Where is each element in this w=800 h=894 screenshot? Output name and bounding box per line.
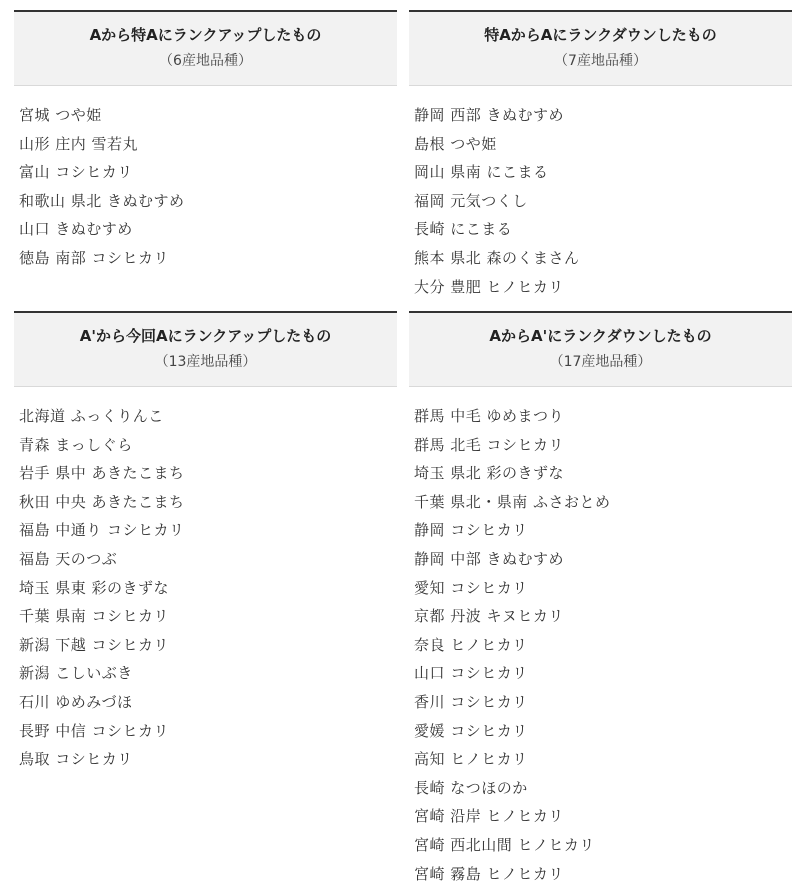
- list-item: 京都 丹波 キヌヒカリ: [414, 607, 564, 626]
- list-item: 長崎 なつほのか: [414, 778, 528, 797]
- list-item: 愛媛 コシヒカリ: [414, 721, 528, 740]
- list-item: 千葉 県南 コシヒカリ: [19, 607, 170, 626]
- list-item: 高知 ヒノヒカリ: [414, 750, 528, 769]
- list-item: 山形 庄内 雪若丸: [19, 134, 139, 153]
- panel-subtitle: （13産地品種）: [154, 354, 257, 370]
- panel-subtitle: （17産地品種）: [549, 354, 652, 370]
- list-item: 福島 中通り コシヒカリ: [19, 521, 185, 540]
- list-item: 福島 天のつぶ: [19, 549, 118, 568]
- list-item: 富山 コシヒカリ: [19, 163, 133, 182]
- list-item: 山口 コシヒカリ: [414, 664, 528, 683]
- list-item: 宮崎 西北山間 ヒノヒカリ: [414, 835, 595, 854]
- list-item: 宮崎 霧島 ヒノヒカリ: [414, 864, 564, 883]
- list-item: 秋田 中央 あきたこまち: [19, 492, 185, 511]
- list-item: 宮城 つや姫: [19, 106, 102, 124]
- panel-title: AからA'にランクダウンしたもの: [489, 327, 712, 345]
- list-item: 福岡 元気つくし: [414, 191, 528, 210]
- list-item: 岩手 県中 あきたこまち: [19, 464, 185, 483]
- variety-list: [14, 387, 397, 774]
- list-item: 和歌山 県北 きぬむすめ: [19, 191, 185, 210]
- list-item: 埼玉 県北 彩のきずな: [414, 464, 565, 483]
- list-item: 新潟 下越 コシヒカリ: [19, 635, 170, 654]
- list-item: 宮崎 沿岸 ヒノヒカリ: [414, 807, 564, 826]
- list-item: 長崎 にこまる: [414, 220, 513, 239]
- variety-list: [14, 86, 397, 273]
- panel-subtitle: （6産地品種）: [159, 53, 252, 69]
- list-item: 新潟 こしいぶき: [19, 664, 133, 683]
- list-item: 岡山 県南 にこまる: [414, 163, 549, 182]
- panel-title: A'から今回Aにランクアップしたもの: [79, 327, 332, 345]
- panel-row-bottom: [14, 311, 792, 888]
- variety-list: [409, 387, 792, 888]
- list-item: 愛知 コシヒカリ: [414, 578, 528, 597]
- list-item: 奈良 ヒノヒカリ: [414, 635, 528, 654]
- variety-list: [409, 86, 792, 301]
- list-item: 山口 きぬむすめ: [19, 220, 133, 239]
- list-item: 群馬 中毛 ゆめまつり: [414, 407, 565, 425]
- list-item: 大分 豊肥 ヒノヒカリ: [414, 277, 564, 296]
- list-item: 静岡 コシヒカリ: [414, 521, 528, 540]
- panel-a-prime-to-a: [14, 311, 397, 888]
- list-item: 青森 まっしぐら: [19, 435, 133, 454]
- panel-header: [409, 12, 792, 86]
- panel-header: [14, 12, 397, 86]
- panel-title: 特AからAにランクダウンしたもの: [484, 26, 717, 44]
- list-item: 静岡 中部 きぬむすめ: [414, 549, 565, 568]
- panel-subtitle: （7産地品種）: [554, 53, 647, 69]
- panel-title: Aから特Aにランクアップしたもの: [89, 26, 322, 44]
- panel-a-to-toku-a: [14, 10, 397, 306]
- list-item: 徳島 南部 コシヒカリ: [19, 248, 170, 267]
- list-item: 埼玉 県東 彩のきずな: [19, 578, 170, 597]
- panel-row-top: [14, 10, 792, 306]
- list-item: 島根 つや姫: [414, 134, 497, 153]
- list-item: 鳥取 コシヒカリ: [19, 750, 133, 769]
- ranking-change-grid: [14, 10, 792, 888]
- list-item: 石川 ゆめみづほ: [19, 692, 133, 711]
- list-item: 長野 中信 コシヒカリ: [19, 721, 170, 740]
- list-item: 群馬 北毛 コシヒカリ: [414, 435, 565, 454]
- panel-a-to-a-prime: [409, 311, 792, 888]
- list-item: 北海道 ふっくりんこ: [19, 407, 164, 425]
- panel-toku-a-to-a: [409, 10, 792, 306]
- list-item: 千葉 県北・県南 ふさおとめ: [414, 492, 611, 511]
- list-item: 香川 コシヒカリ: [414, 692, 528, 711]
- list-item: 熊本 県北 森のくまさん: [414, 248, 580, 267]
- list-item: 静岡 西部 きぬむすめ: [414, 106, 565, 124]
- panel-header: [409, 313, 792, 387]
- panel-header: [14, 313, 397, 387]
